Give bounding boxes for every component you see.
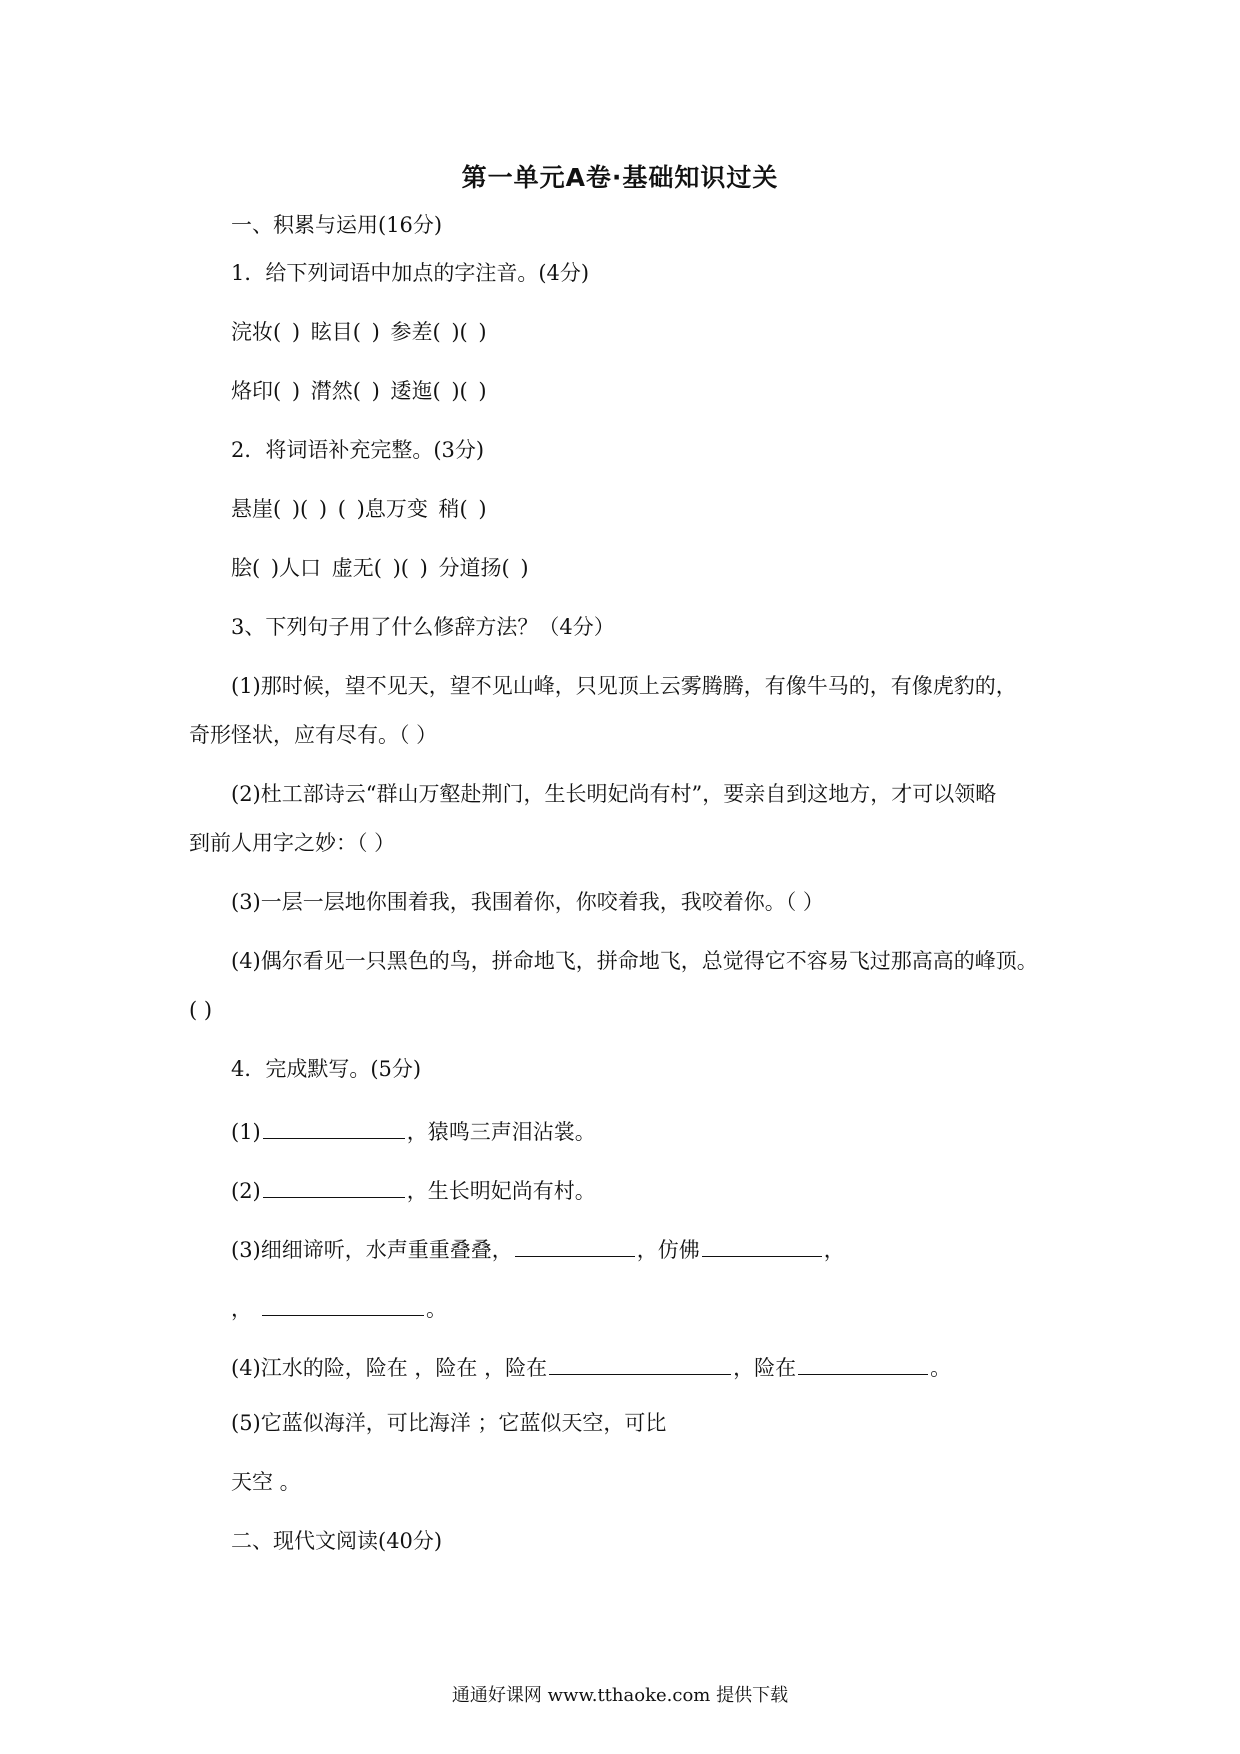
dictation-item-3-prefix: (3)细细谛听，水声重重叠叠，: [231, 1238, 513, 1262]
dictation-item-3: [231, 1236, 845, 1261]
question-2-prompt: 2．将词语补充完整。(3分): [231, 438, 485, 462]
section-heading-1: 一、积累与运用(16分): [231, 213, 443, 237]
section-heading-2: 二、现代文阅读(40分): [231, 1529, 443, 1553]
question-2-row-1: 悬崖( )( ) ( )息万变 稍( ): [231, 497, 487, 521]
answer-blank[interactable]: [263, 1118, 405, 1139]
dictation-item-2-suffix: ，生长明妃尚有村。: [406, 1179, 596, 1203]
question-2-row-2: 脍( )人口 虚无( )( ) 分道扬( ): [231, 556, 529, 580]
dictation-item-3-suffix: ，: [823, 1238, 845, 1262]
dictation-item-1: [231, 1118, 596, 1143]
footer-credit: 通通好课网 www.tthaoke.com 提供下载: [451, 1685, 789, 1706]
answer-blank[interactable]: [262, 1295, 424, 1316]
question-3-sentence-2-line-1: (2)杜工部诗云“群山万壑赴荆门，生长明妃尚有村”，要亲自到这地方，才可以领略: [231, 782, 997, 806]
dictation-item-4-prefix: (4)江水的险，险在 ，险在 ，险在: [231, 1356, 548, 1380]
question-1-row-2: 烙印( ) 潸然( ) 逶迤( )( ): [231, 379, 487, 403]
answer-blank[interactable]: [702, 1236, 822, 1257]
answer-blank[interactable]: [549, 1354, 731, 1375]
question-3-prompt: 3、下列句子用了什么修辞方法？（4分）: [231, 615, 615, 639]
question-3-sentence-2-line-2: 到前人用字之妙：（ ）: [189, 831, 396, 855]
question-3-sentence-1-line-1: (1)那时候，望不见天，望不见山峰，只见顶上云雾腾腾，有像牛马的，有像虎豹的，: [231, 674, 1017, 698]
dictation-item-4: [231, 1354, 951, 1379]
answer-blank[interactable]: [798, 1354, 928, 1375]
question-4-prompt: 4．完成默写。(5分): [231, 1057, 422, 1081]
dictation-item-5-line-1: (5)它蓝似海洋，可比海洋 ；它蓝似天空，可比: [231, 1411, 667, 1435]
dictation-item-2: [231, 1177, 596, 1202]
question-3-sentence-4-line-1: (4)偶尔看见一只黑色的鸟，拼命地飞，拼命地飞，总觉得它不容易飞过那高高的峰顶。: [231, 949, 1038, 973]
question-1-row-1: 浣妆( ) 眩目( ) 参差( )( ): [231, 320, 487, 344]
dictation-item-3b-suffix: 。: [426, 1297, 447, 1321]
dictation-item-4-middle: ，险在: [733, 1356, 797, 1380]
dictation-item-2-prefix: (2): [231, 1179, 261, 1203]
dictation-item-4-suffix: 。: [930, 1356, 952, 1380]
question-3-sentence-1-line-2: 奇形怪状，应有尽有。（ ）: [189, 723, 438, 747]
dictation-item-1-suffix: ，猿鸣三声泪沾裳。: [406, 1120, 596, 1144]
dictation-item-1-prefix: (1): [231, 1120, 261, 1144]
dictation-item-3-continued: [231, 1295, 447, 1320]
dictation-item-5-line-2: 天空 。: [231, 1470, 301, 1494]
question-3-sentence-4-line-2: ( ): [189, 998, 213, 1022]
page-title: 第一单元A卷·基础知识过关: [461, 163, 779, 192]
answer-blank[interactable]: [515, 1236, 635, 1257]
question-1-prompt: 1．给下列词语中加点的字注音。(4分): [231, 261, 590, 285]
dictation-item-3-middle: ，仿佛: [636, 1238, 700, 1262]
dictation-item-3b-prefix: ，: [231, 1297, 252, 1321]
question-3-sentence-3: (3)一层一层地你围着我，我围着你，你咬着我，我咬着你。（ ）: [231, 890, 824, 914]
answer-blank[interactable]: [263, 1177, 405, 1198]
